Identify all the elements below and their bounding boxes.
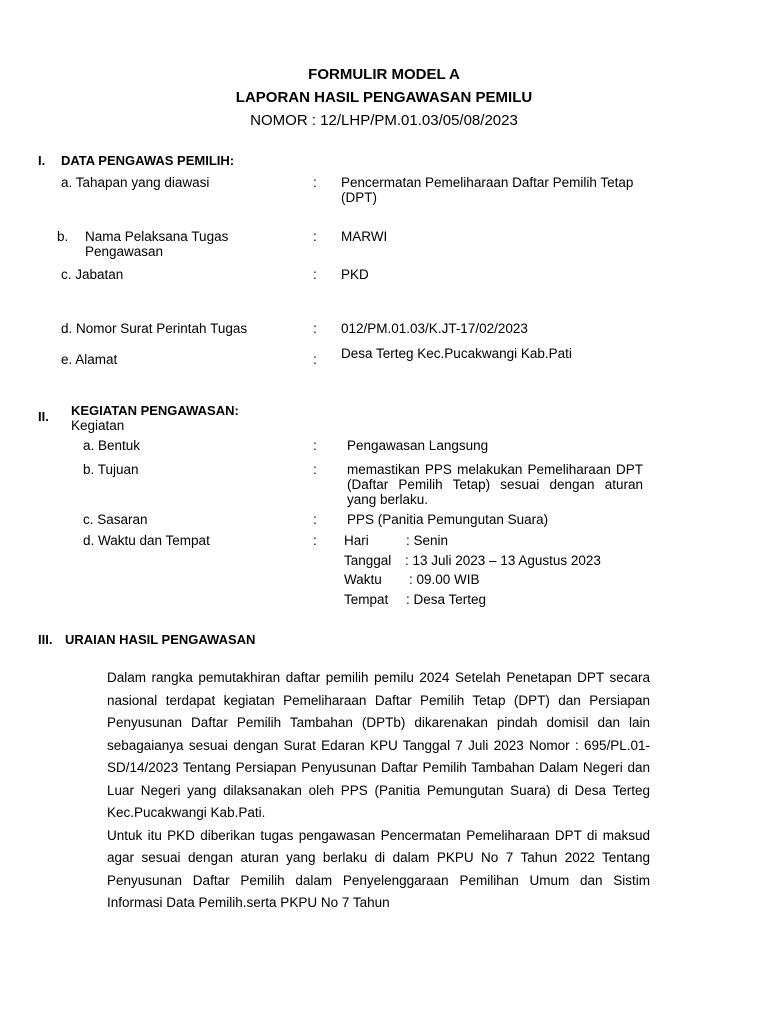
tujuan-value: memastikan PPS melakukan Pemeliharaan DPT (Daftar Pemilih Tetap) sesuai dengan aturan yang berlaku.: [347, 462, 643, 507]
sasaran-colon: :: [313, 512, 317, 527]
section3-title: URAIAN HASIL PENGAWASAN: [65, 632, 256, 647]
tujuan-label: b. Tujuan: [83, 462, 139, 477]
surat-tugas-label: d. Nomor Surat Perintah Tugas: [61, 321, 248, 336]
alamat-colon: :: [313, 352, 317, 367]
uraian-body: [107, 667, 650, 915]
waktu-tempat-label: d. Waktu dan Tempat: [83, 533, 210, 548]
bentuk-label: a. Bentuk: [83, 438, 141, 453]
alamat-value: Desa Terteg Kec.Pucakwangi Kab.Pati: [341, 346, 572, 361]
waktu-label: Waktu: [344, 572, 382, 587]
section3-number: III.: [38, 632, 53, 647]
waktu-tempat-colon: :: [313, 533, 317, 548]
tanggal-label: Tanggal: [344, 553, 392, 568]
uraian-paragraph-1: Dalam rangka pemutakhiran daftar pemilih pemilu 2024 Setelah Penetapan DPT secara nasional terdapat kegiatan Pemeliharaan Daftar Pemilih Tetap (DPT) dan Persiapan Penyusunan Daftar Pemilih Tambahan (DPTb) dikarenakan pindah domisil dan lain sebagaianya sesuai dengan Surat Edaran KPU Tanggal 7 Juli 2023 Nomor : 695/PL.01-SD/14/2023 Tentang Persiapan Penyusunan Daftar Pemilih Tambahan Dalam Negeri dan Luar Negeri yang dilaksanakan oleh PPS (Panitia Pemungutan Suara) di Desa Terteg Kec.Pucakwangi Kab.Pati.: [107, 670, 650, 820]
tempat-value: : Desa Terteg: [406, 592, 487, 607]
tanggal-value: : 13 Juli 2023 – 13 Agustus 2023: [405, 553, 601, 568]
sasaran-value: PPS (Panitia Pemungutan Suara): [347, 512, 549, 527]
section1-title: DATA PENGAWAS PEMILIH:: [61, 153, 235, 168]
form-title: FORMULIR MODEL A: [308, 66, 460, 83]
tujuan-colon: :: [313, 462, 317, 477]
sasaran-label: c. Sasaran: [83, 512, 148, 527]
waktu-value: : 09.00 WIB: [409, 572, 480, 587]
section2-subtitle: Kegiatan: [71, 418, 125, 433]
tahapan-label: a. Tahapan yang diawasi: [61, 175, 210, 190]
nama-colon: :: [313, 229, 317, 244]
jabatan-value: PKD: [341, 267, 369, 282]
nama-label-prefix: b.: [57, 229, 69, 244]
section1-number: I.: [38, 153, 46, 168]
alamat-label: e. Alamat: [61, 352, 118, 367]
section2-number: II.: [38, 409, 49, 424]
hari-value: : Senin: [406, 533, 449, 548]
jabatan-colon: :: [313, 267, 317, 282]
bentuk-value: Pengawasan Langsung: [347, 438, 489, 453]
tahapan-value: Pencermatan Pemeliharaan Daftar Pemilih Tetap (DPT): [341, 175, 634, 205]
tempat-label: Tempat: [344, 592, 389, 607]
document-number: NOMOR : 12/LHP/PM.01.03/05/08/2023: [250, 112, 518, 129]
section2-title: KEGIATAN PENGAWASAN:: [71, 403, 239, 418]
uraian-paragraph-2: Untuk itu PKD diberikan tugas pengawasan Pencermatan Pemeliharaan DPT di maksud agar sesuai dengan aturan yang berlaku di dalam PKPU No 7 Tahun 2022 Tentang Penyusunan Daftar Pemilih dalam Penyelenggaraan Pemilihan Umum dan Sistim Informasi Data Pemilih.serta PKPU No 7 Tahun: [107, 827, 650, 910]
surat-tugas-value: 012/PM.01.03/K.JT-17/02/2023: [341, 321, 528, 336]
tahapan-colon: :: [313, 175, 317, 190]
report-title: LAPORAN HASIL PENGAWASAN PEMILU: [235, 89, 533, 106]
jabatan-label: c. Jabatan: [61, 267, 124, 282]
bentuk-colon: :: [313, 438, 317, 453]
nama-label: Nama Pelaksana Tugas Pengawasan: [85, 229, 229, 259]
surat-tugas-colon: :: [313, 321, 317, 336]
hari-label: Hari: [344, 533, 369, 548]
nama-value: MARWI: [341, 229, 388, 244]
